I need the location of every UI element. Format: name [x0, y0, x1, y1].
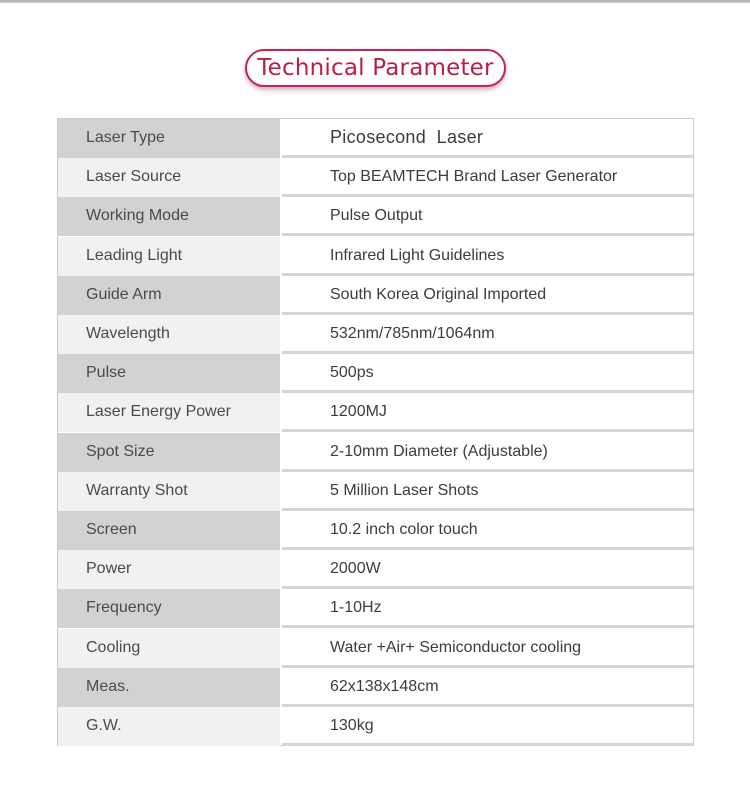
parameter-value: 2000W [330, 560, 381, 577]
parameter-value-cell [282, 707, 693, 746]
parameter-label-cell [58, 589, 280, 628]
parameter-label: Laser Energy Power [86, 403, 231, 420]
parameter-value-cell [282, 237, 693, 276]
table-row [58, 158, 693, 197]
section-title: Technical Parameter [257, 55, 494, 81]
parameter-label: G.W. [86, 717, 122, 734]
parameter-value: 1-10Hz [330, 599, 382, 616]
table-row [58, 550, 693, 589]
table-row [58, 119, 693, 158]
parameter-value-cell [282, 668, 693, 707]
parameter-label: Pulse [86, 364, 127, 381]
parameter-value: Picosecond Laser [330, 127, 484, 147]
parameter-value: South Korea Original Imported [330, 286, 547, 303]
parameter-label-cell [58, 433, 280, 472]
parameter-value: 532nm/785nm/1064nm [330, 325, 495, 342]
parameter-value: 10.2 inch color touch [330, 521, 478, 538]
parameter-label-cell [58, 276, 280, 315]
table-row [58, 276, 693, 315]
parameter-value: Pulse Output [330, 207, 423, 224]
table-row [58, 433, 693, 472]
parameter-value: 130kg [330, 717, 374, 734]
parameter-value-cell [282, 354, 693, 393]
parameter-value-cell [282, 472, 693, 511]
parameter-label-cell [58, 158, 280, 197]
parameter-label-cell [58, 629, 280, 668]
parameter-value-cell [282, 276, 693, 315]
parameter-value-cell [282, 511, 693, 550]
parameter-value: Top BEAMTECH Brand Laser Generator [330, 168, 618, 185]
parameter-value: Infrared Light Guidelines [330, 247, 505, 264]
table-row [58, 511, 693, 550]
parameter-label-cell [58, 237, 280, 276]
parameter-value-cell [282, 433, 693, 472]
table-row [58, 472, 693, 511]
parameter-label: Power [86, 560, 132, 577]
parameter-value-cell [282, 550, 693, 589]
parameter-value-cell [282, 629, 693, 668]
parameter-value: 1200MJ [330, 403, 387, 420]
parameter-label-cell [58, 707, 280, 746]
parameter-label: Meas. [86, 678, 130, 695]
parameter-label: Frequency [86, 599, 162, 616]
parameter-label: Laser Type [86, 129, 165, 146]
parameter-value: 5 Million Laser Shots [330, 482, 479, 499]
parameter-label: Laser Source [86, 168, 182, 185]
parameter-label: Warranty Shot [86, 482, 188, 499]
table-row [58, 629, 693, 668]
parameter-value: 2-10mm Diameter (Adjustable) [330, 443, 548, 460]
parameter-label-cell [58, 550, 280, 589]
table-row [58, 707, 693, 746]
parameter-label: Working Mode [86, 207, 189, 224]
parameter-value: Water +Air+ Semiconductor cooling [330, 639, 582, 656]
table-row [58, 237, 693, 276]
parameter-label: Screen [86, 521, 137, 538]
parameter-value-cell [282, 197, 693, 236]
parameter-label-cell [58, 472, 280, 511]
table-row [58, 354, 693, 393]
parameter-label: Spot Size [86, 443, 155, 460]
table-row [58, 668, 693, 707]
table-row [58, 393, 693, 432]
section-title-badge [245, 49, 506, 87]
parameter-label: Guide Arm [86, 286, 162, 303]
table-row [58, 315, 693, 354]
parameter-label: Wavelength [86, 325, 170, 342]
parameter-label-cell [58, 393, 280, 432]
parameter-value-cell [282, 393, 693, 432]
table-row [58, 589, 693, 628]
parameter-table [57, 118, 694, 746]
parameter-label-cell [58, 119, 280, 158]
top-divider [0, 0, 750, 3]
table-row [58, 197, 693, 236]
parameter-value: 62x138x148cm [330, 678, 439, 695]
parameter-label-cell [58, 315, 280, 354]
parameter-value-cell [282, 315, 693, 354]
parameter-value-cell [282, 119, 693, 158]
parameter-label: Cooling [86, 639, 141, 656]
parameter-value-cell [282, 589, 693, 628]
parameter-value: 500ps [330, 364, 374, 381]
parameter-value-cell [282, 158, 693, 197]
parameter-label-cell [58, 354, 280, 393]
parameter-label-cell [58, 197, 280, 236]
parameter-label-cell [58, 668, 280, 707]
parameter-label-cell [58, 511, 280, 550]
parameter-label: Leading Light [86, 247, 183, 264]
